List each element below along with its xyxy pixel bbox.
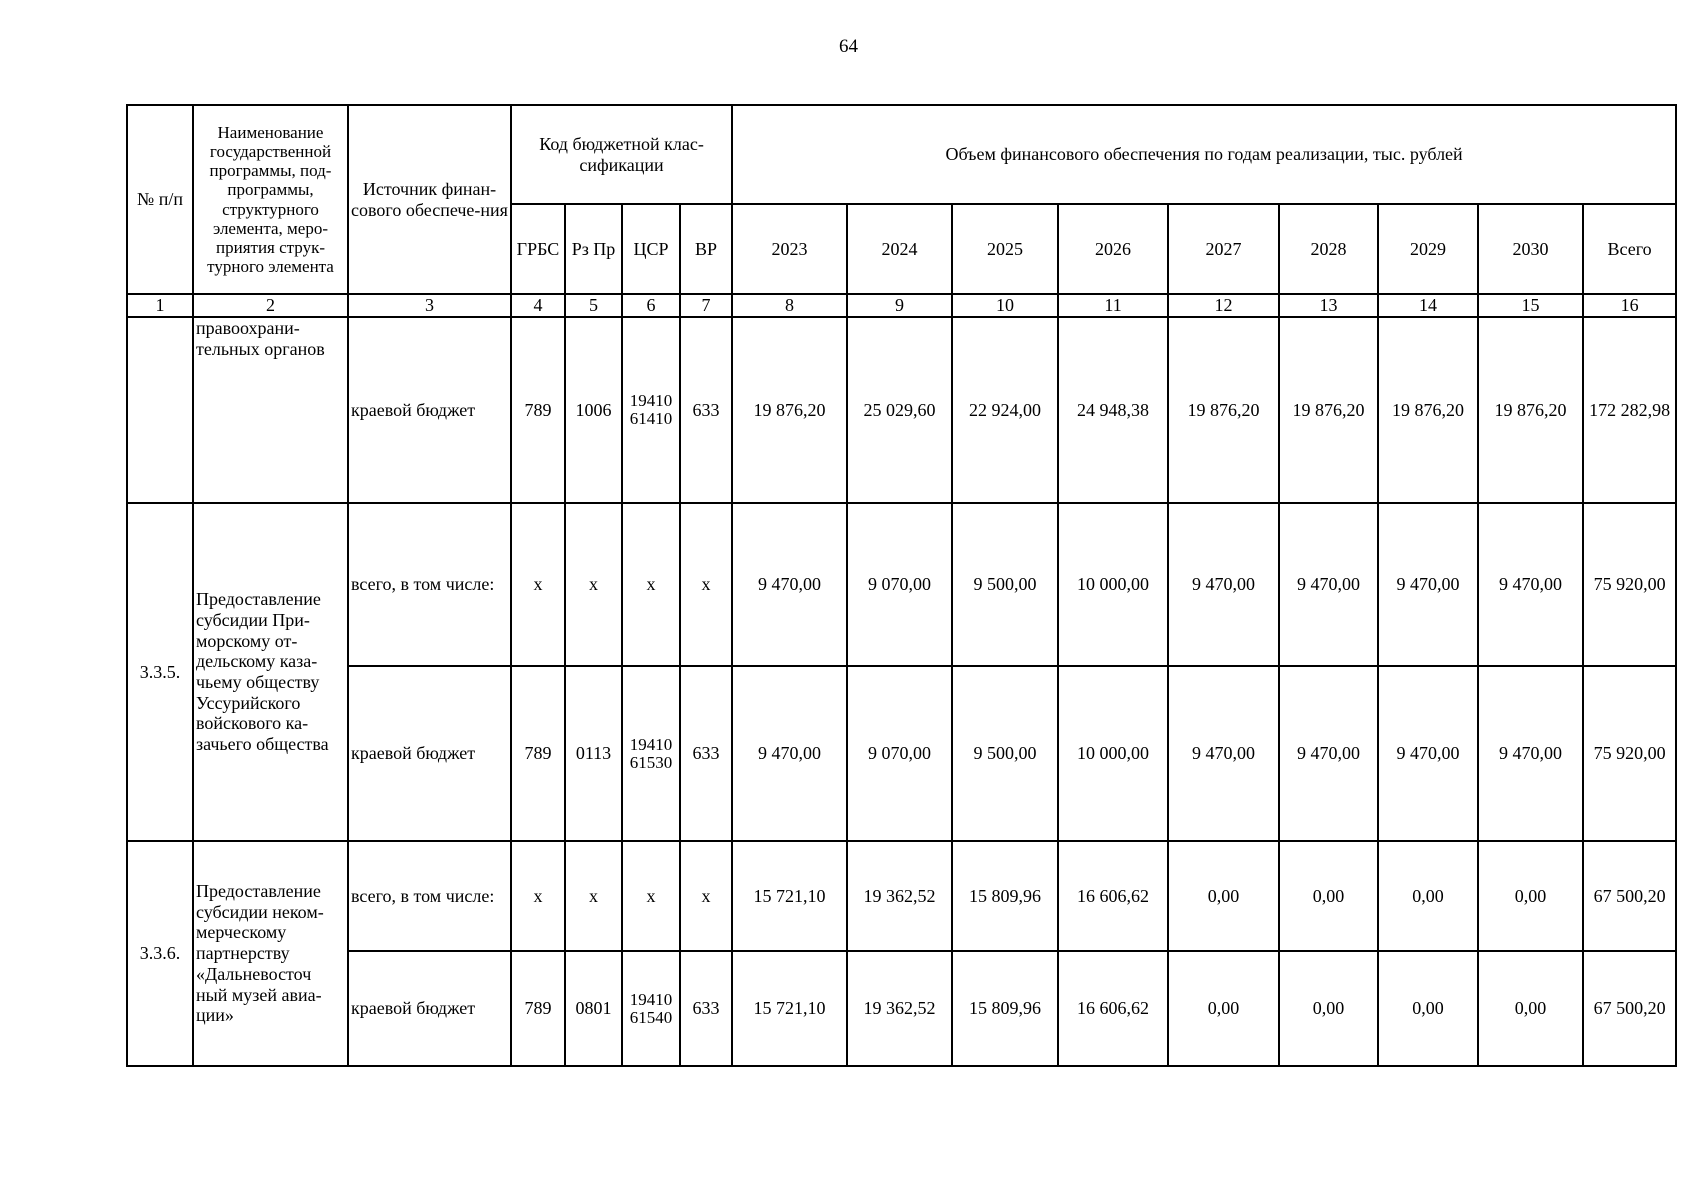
header-year-2027: 2027 bbox=[1168, 204, 1279, 294]
row-csr: 19410 61540 bbox=[622, 951, 680, 1066]
header-name: Наименование государственной программы, под-программы, структурного элемента, меро-приятия струк-турного элемента bbox=[193, 105, 348, 294]
col-number: 8 bbox=[732, 294, 847, 317]
row-number bbox=[127, 317, 193, 503]
value-2023: 15 721,10 bbox=[732, 951, 847, 1066]
table-row bbox=[127, 317, 1676, 503]
row-grbs: х bbox=[511, 841, 565, 951]
col-number: 7 bbox=[680, 294, 732, 317]
row-csr: х bbox=[622, 503, 680, 666]
col-number: 5 bbox=[565, 294, 622, 317]
row-vr: х bbox=[680, 841, 732, 951]
value-2029: 19 876,20 bbox=[1378, 317, 1478, 503]
value-total: 172 282,98 bbox=[1583, 317, 1676, 503]
row-rzpr: 0113 bbox=[565, 666, 622, 841]
table-row bbox=[127, 951, 1676, 1066]
header-total: Всего bbox=[1583, 204, 1676, 294]
row-source: краевой бюджет bbox=[348, 951, 511, 1066]
table-row bbox=[127, 666, 1676, 841]
value-2030: 9 470,00 bbox=[1478, 503, 1583, 666]
value-2027: 19 876,20 bbox=[1168, 317, 1279, 503]
header-csr: ЦСР bbox=[622, 204, 680, 294]
header-grbs: ГРБС bbox=[511, 204, 565, 294]
value-2023: 9 470,00 bbox=[732, 666, 847, 841]
value-2023: 15 721,10 bbox=[732, 841, 847, 951]
value-2029: 0,00 bbox=[1378, 841, 1478, 951]
row-grbs: 789 bbox=[511, 951, 565, 1066]
value-2025: 15 809,96 bbox=[952, 841, 1058, 951]
value-2028: 9 470,00 bbox=[1279, 503, 1378, 666]
row-csr: х bbox=[622, 841, 680, 951]
col-number: 16 bbox=[1583, 294, 1676, 317]
value-2027: 0,00 bbox=[1168, 841, 1279, 951]
table-row bbox=[127, 503, 1676, 666]
col-number: 3 bbox=[348, 294, 511, 317]
value-2027: 0,00 bbox=[1168, 951, 1279, 1066]
row-source: всего, в том числе: bbox=[348, 503, 511, 666]
header-rzpr: Рз Пр bbox=[565, 204, 622, 294]
value-2024: 19 362,52 bbox=[847, 841, 952, 951]
value-total: 75 920,00 bbox=[1583, 666, 1676, 841]
value-2029: 9 470,00 bbox=[1378, 503, 1478, 666]
row-rzpr: 1006 bbox=[565, 317, 622, 503]
value-2024: 19 362,52 bbox=[847, 951, 952, 1066]
col-number: 14 bbox=[1378, 294, 1478, 317]
header-amount-group: Объем финансового обеспечения по годам реализации, тыс. рублей bbox=[732, 105, 1676, 204]
value-2023: 19 876,20 bbox=[732, 317, 847, 503]
value-2028: 19 876,20 bbox=[1279, 317, 1378, 503]
col-number: 10 bbox=[952, 294, 1058, 317]
row-rzpr: х bbox=[565, 841, 622, 951]
value-total: 67 500,20 bbox=[1583, 951, 1676, 1066]
value-2025: 22 924,00 bbox=[952, 317, 1058, 503]
header-year-2028: 2028 bbox=[1279, 204, 1378, 294]
row-name: Предоставление субсидии неком-мерческому партнерству «Дальневосточ ный музей авиа-ции» bbox=[193, 841, 348, 1066]
value-2028: 0,00 bbox=[1279, 841, 1378, 951]
value-total: 75 920,00 bbox=[1583, 503, 1676, 666]
value-2026: 10 000,00 bbox=[1058, 503, 1168, 666]
value-2030: 0,00 bbox=[1478, 951, 1583, 1066]
col-number: 15 bbox=[1478, 294, 1583, 317]
row-vr: х bbox=[680, 503, 732, 666]
row-rzpr: 0801 bbox=[565, 951, 622, 1066]
row-vr: 633 bbox=[680, 666, 732, 841]
col-number: 12 bbox=[1168, 294, 1279, 317]
col-number: 2 bbox=[193, 294, 348, 317]
column-numbering-row bbox=[127, 294, 1676, 317]
value-2026: 24 948,38 bbox=[1058, 317, 1168, 503]
header-year-2025: 2025 bbox=[952, 204, 1058, 294]
financing-table bbox=[126, 104, 1677, 1067]
header-year-2026: 2026 bbox=[1058, 204, 1168, 294]
value-2026: 16 606,62 bbox=[1058, 951, 1168, 1066]
row-name: правоохрани-тельных органов bbox=[193, 317, 348, 503]
row-grbs: х bbox=[511, 503, 565, 666]
col-number: 4 bbox=[511, 294, 565, 317]
table-row bbox=[127, 841, 1676, 951]
row-csr: 19410 61530 bbox=[622, 666, 680, 841]
value-2030: 9 470,00 bbox=[1478, 666, 1583, 841]
value-2030: 19 876,20 bbox=[1478, 317, 1583, 503]
col-number: 13 bbox=[1279, 294, 1378, 317]
value-2027: 9 470,00 bbox=[1168, 666, 1279, 841]
value-2025: 9 500,00 bbox=[952, 503, 1058, 666]
header-num: № п/п bbox=[127, 105, 193, 294]
value-2027: 9 470,00 bbox=[1168, 503, 1279, 666]
value-2028: 0,00 bbox=[1279, 951, 1378, 1066]
value-2024: 9 070,00 bbox=[847, 503, 952, 666]
value-2029: 0,00 bbox=[1378, 951, 1478, 1066]
header-year-2023: 2023 bbox=[732, 204, 847, 294]
value-2026: 10 000,00 bbox=[1058, 666, 1168, 841]
header-year-2024: 2024 bbox=[847, 204, 952, 294]
row-source: краевой бюджет bbox=[348, 666, 511, 841]
row-number: 3.3.6. bbox=[127, 841, 193, 1066]
value-2026: 16 606,62 bbox=[1058, 841, 1168, 951]
value-2025: 9 500,00 bbox=[952, 666, 1058, 841]
row-csr: 19410 61410 bbox=[622, 317, 680, 503]
row-number: 3.3.5. bbox=[127, 503, 193, 841]
row-vr: 633 bbox=[680, 317, 732, 503]
row-source: краевой бюджет bbox=[348, 317, 511, 503]
col-number: 11 bbox=[1058, 294, 1168, 317]
value-2030: 0,00 bbox=[1478, 841, 1583, 951]
header-year-2030: 2030 bbox=[1478, 204, 1583, 294]
value-2025: 15 809,96 bbox=[952, 951, 1058, 1066]
page-number: 64 bbox=[839, 36, 858, 57]
header-source: Источник финан-сового обеспече-ния bbox=[348, 105, 511, 294]
col-number: 6 bbox=[622, 294, 680, 317]
value-2028: 9 470,00 bbox=[1279, 666, 1378, 841]
header-code-group: Код бюджетной клас-сификации bbox=[511, 105, 732, 204]
row-grbs: 789 bbox=[511, 317, 565, 503]
row-rzpr: х bbox=[565, 503, 622, 666]
value-2024: 9 070,00 bbox=[847, 666, 952, 841]
value-total: 67 500,20 bbox=[1583, 841, 1676, 951]
row-vr: 633 bbox=[680, 951, 732, 1066]
value-2024: 25 029,60 bbox=[847, 317, 952, 503]
value-2023: 9 470,00 bbox=[732, 503, 847, 666]
header-vr: ВР bbox=[680, 204, 732, 294]
row-name: Предоставление субсидии При-морскому от-дельскому каза-чьему обществу Уссурийского войскового ка-зачьего общества bbox=[193, 503, 348, 841]
col-number: 1 bbox=[127, 294, 193, 317]
col-number: 9 bbox=[847, 294, 952, 317]
row-source: всего, в том числе: bbox=[348, 841, 511, 951]
value-2029: 9 470,00 bbox=[1378, 666, 1478, 841]
header-year-2029: 2029 bbox=[1378, 204, 1478, 294]
row-grbs: 789 bbox=[511, 666, 565, 841]
